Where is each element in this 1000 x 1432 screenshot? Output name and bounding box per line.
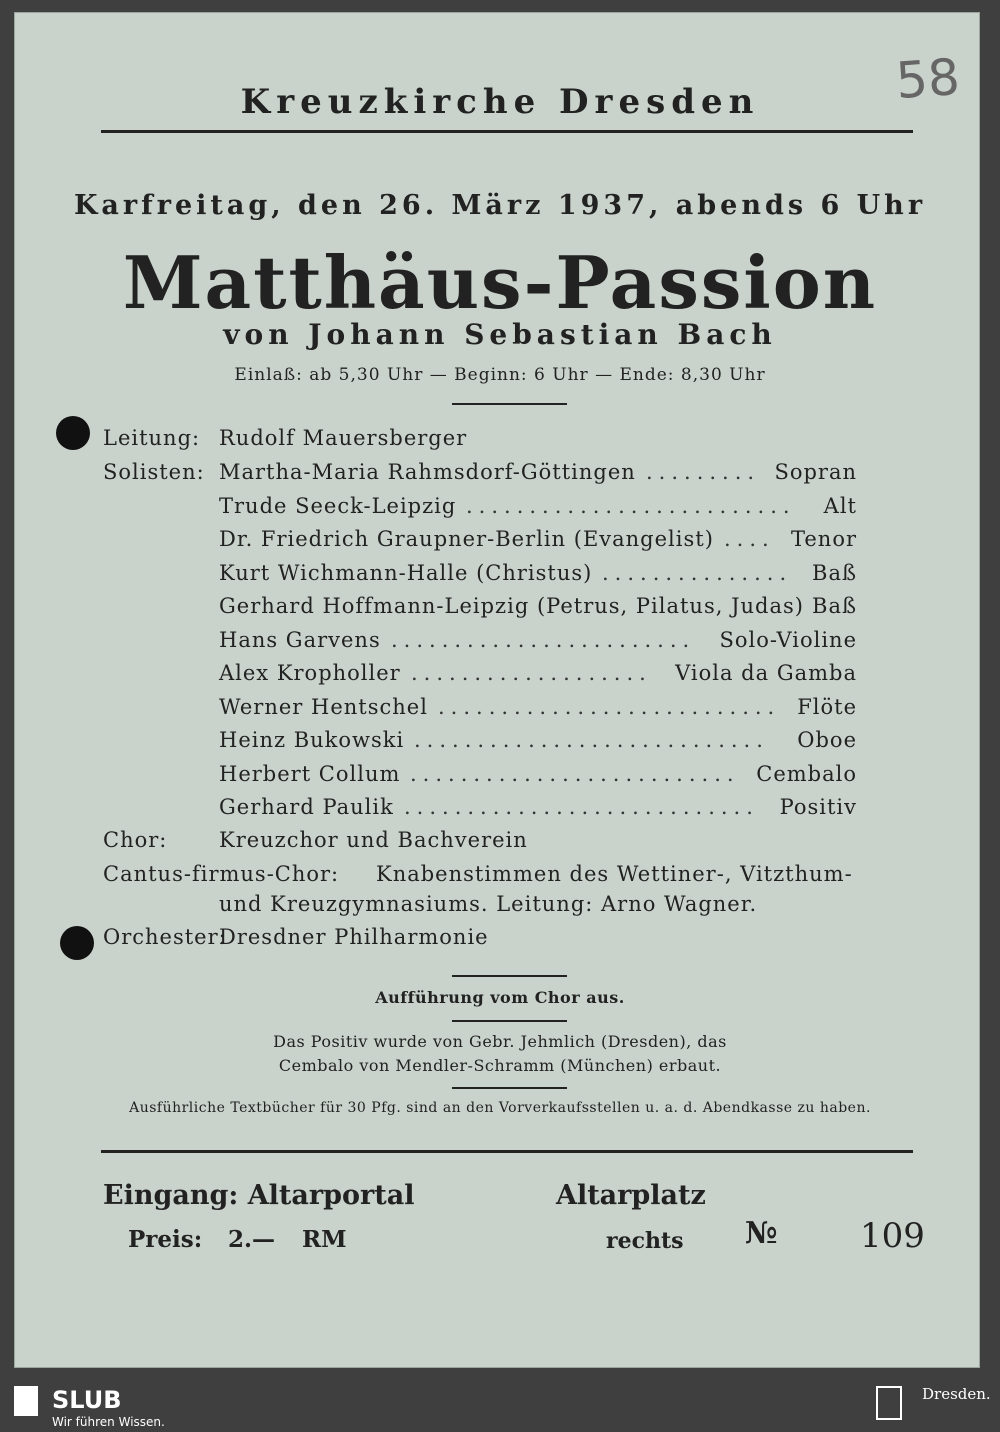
soloist-role: Viola da Gamba — [675, 661, 857, 685]
chor-name: Kreuzchor und Bachverein — [219, 828, 528, 852]
soloist-role: Oboe — [797, 728, 857, 752]
dresden-logo-text[interactable]: Dresden. — [922, 1385, 991, 1403]
soloist-name: Martha-Maria Rahmsdorf-Göttingen — [219, 460, 636, 484]
slub-logo-text[interactable]: SLUB — [52, 1386, 122, 1414]
punch-hole-top — [56, 416, 90, 450]
soloist-role: Sopran — [774, 460, 857, 484]
number-label: № — [745, 1216, 778, 1251]
orchester-label: Orchester: — [103, 925, 227, 949]
slub-logo-icon — [14, 1386, 38, 1416]
divider-short — [452, 403, 567, 405]
divider-short-3 — [452, 1020, 567, 1022]
leader-dots: ........................... — [438, 694, 781, 719]
leader-dots: ............................ — [404, 795, 759, 819]
soloist-name: Werner Hentschel — [219, 694, 428, 719]
soloist-name: Gerhard Paulik — [219, 795, 394, 819]
leader-dots: ................... — [411, 661, 652, 685]
soloist-role: Cembalo — [756, 761, 857, 786]
auffuehrung-note: Aufführung vom Chor aus. — [375, 988, 625, 1007]
soloist-name: Alex Kropholler — [219, 661, 401, 685]
divider-short-2 — [452, 975, 567, 977]
platz-text: Altarplatz — [556, 1180, 706, 1211]
chor-label: Chor: — [103, 828, 168, 852]
soloist-role: Positiv — [779, 795, 857, 819]
soloist-name: Kurt Wichmann-Halle (Christus) — [219, 560, 593, 585]
solisten-label: Solisten: — [103, 460, 205, 484]
textbuecher-note: Ausführliche Textbücher für 30 Pfg. sind an den Vorverkaufsstellen u. a. d. Abendkasse zu haben. — [129, 1100, 871, 1116]
preis-unit: RM — [302, 1226, 347, 1253]
punch-hole-bottom — [60, 926, 94, 960]
leader-dots: .... — [724, 527, 775, 551]
soloist-name: Hans Garvens — [219, 627, 381, 652]
soloist-role: Baß — [812, 560, 857, 585]
leader-dots: .......................... — [410, 761, 740, 786]
event-composer: von Johann Sebastian Bach — [223, 318, 777, 351]
ticket-number: 109 — [860, 1216, 925, 1256]
soloist-role: Baß — [812, 594, 857, 618]
cantus-line1: Knabenstimmen des Wettiner-, Vitzthum- — [376, 862, 853, 886]
soloist-role: Solo-Violine — [719, 627, 857, 652]
preis-value: 2.— — [228, 1226, 276, 1253]
church-title: Kreuzkirche Dresden — [240, 82, 760, 122]
seite-text: rechts — [606, 1228, 684, 1254]
orchester-name: Dresdner Philharmonie — [219, 925, 489, 949]
soloist-role: Tenor — [790, 527, 857, 551]
soloist-name: Heinz Bukowski — [219, 728, 405, 752]
soloist-name: Gerhard Hoffmann-Leipzig (Petrus, Pilatus, Judas) — [219, 594, 804, 618]
ticket-rule — [101, 1150, 913, 1153]
preis-label: Preis: — [128, 1226, 203, 1253]
event-times: Einlaß: ab 5,30 Uhr — Beginn: 6 Uhr — Ende: 8,30 Uhr — [234, 365, 766, 385]
soloist-role: Alt — [823, 493, 857, 518]
instrument-note-2: Cembalo von Mendler-Schramm (München) erbaut. — [278, 1056, 722, 1075]
cantus-label: Cantus-firmus-Chor: — [103, 862, 340, 886]
eingang-text: Eingang: Altarportal — [103, 1180, 415, 1211]
event-title: Matthäus-Passion — [122, 240, 878, 325]
leader-dots: ............... — [602, 560, 793, 585]
divider-short-4 — [452, 1087, 567, 1089]
pencil-number: 58 — [894, 47, 962, 111]
instrument-note-1: Das Positiv wurde von Gebr. Jehmlich (Dresden), das — [273, 1032, 727, 1051]
slub-tagline: Wir führen Wissen. — [52, 1415, 165, 1429]
event-dateline: Karfreitag, den 26. März 1937, abends 6 Uhr — [73, 190, 927, 221]
leader-dots: ........................ — [391, 627, 696, 652]
leader-dots: ............................ — [414, 728, 769, 752]
soloist-name: Dr. Friedrich Graupner-Berlin (Evangelist) — [219, 527, 714, 551]
soloist-name: Trude Seeck-Leipzig — [219, 493, 457, 518]
leitung-label: Leitung: — [103, 426, 201, 450]
leader-dots: ......... — [646, 460, 761, 484]
leader-dots: .......................... — [466, 493, 796, 518]
soloist-role: Flöte — [797, 694, 857, 719]
header-rule — [101, 130, 913, 133]
dresden-crest-icon — [876, 1386, 902, 1420]
cantus-line2: und Kreuzgymnasiums. Leitung: Arno Wagner. — [219, 892, 758, 916]
soloist-name: Herbert Collum — [219, 761, 401, 786]
leitung-name: Rudolf Mauersberger — [219, 426, 468, 450]
